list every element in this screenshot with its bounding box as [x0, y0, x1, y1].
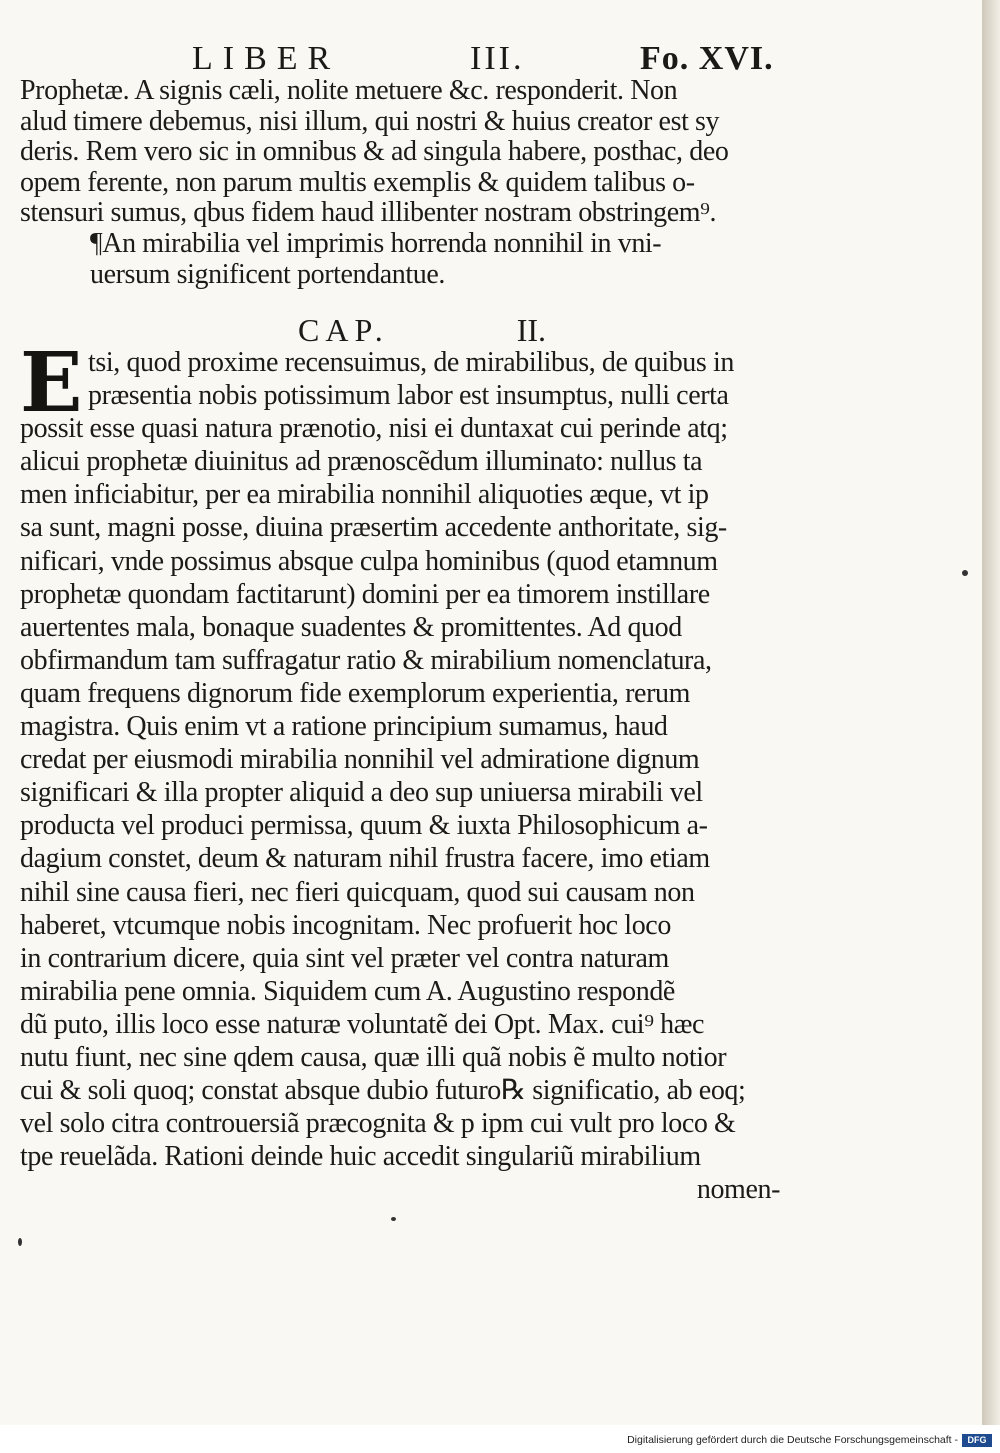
chapter-text-line: quam frequens dignorum fide exemplorum experientia, rerum: [20, 677, 690, 709]
running-head: [0, 40, 984, 80]
chapter-text-line: producta vel produci permissa, quum & iuxta Philosophicum a-: [20, 810, 708, 842]
page-edge-shadow: [982, 0, 1000, 1425]
chapter-text-line: nutu fiunt, nec sine qdem causa, quæ illi quã nobis ẽ multo notior: [20, 1041, 727, 1073]
heading-line: ¶An mirabilia vel imprimis horrenda nonnihil in vni-: [90, 227, 662, 259]
chapter-lines: [20, 335, 810, 1173]
text-line: Prophetæ. A signis cæli, nolite metuere &c. responderit. Non: [20, 75, 678, 106]
chapter-text-line: nihil sine causa fieri, nec fieri quicquam, quod sui causam non: [20, 876, 695, 908]
funding-notice: Digitalisierung gefördert durch die Deutsche Forschungsgemeinschaft -: [627, 1434, 958, 1446]
chapter-text-line: significari & illa propter aliquid a deo sup uniuersa mirabili vel: [20, 777, 703, 809]
chapter-text-line: vel solo citra controuersiã præcognita & p ipm cui vult pro loco &: [20, 1108, 736, 1140]
chapter-text-line: tpe reuelãda. Rationi deinde huic accedit singulariũ mirabilium: [20, 1141, 701, 1173]
footer-bar: [0, 1428, 1000, 1453]
catchword: nomen-: [696, 1174, 780, 1206]
chapter-text-line: sa sunt, magni posse, diuina præsertim accedente anthoritate, sig-: [20, 512, 727, 544]
text-line: stensuri sumus, qbus fidem haud illibenter nostram obstringem⁹.: [20, 197, 717, 229]
ink-speck: [18, 1238, 22, 1246]
chapter-text-line: magistra. Quis enim vt a ratione principium sumamus, haud: [20, 711, 668, 743]
text-line: opem ferente, non parum multis exemplis & quidem talibus o-: [20, 166, 695, 198]
heading-line: uersum significent portendantue.: [90, 258, 445, 290]
ink-speck: [391, 1217, 396, 1221]
chapter-text-line: haberet, vtcumque nobis incognitam. Nec profuerit hoc loco: [20, 909, 671, 941]
chapter-text-line: alicui prophetæ diuinitus ad prænoscẽdum illuminato: nullus ta: [20, 446, 703, 478]
chapter-text-line: men inficiabitur, per ea mirabilia nonnihil aliquoties æque, vt ip: [20, 479, 709, 511]
drop-cap-initial: E: [20, 335, 83, 431]
chapter-text-line: dagium constet, deum & naturam nihil frustra facere, imo etiam: [20, 843, 710, 875]
chapter-text-line: dũ puto, illis loco esse naturæ voluntatẽ dei Opt. Max. cui⁹ hæc: [20, 1008, 705, 1040]
ink-speck: [962, 570, 968, 576]
chapter-body: [20, 335, 810, 1206]
chapter-text-line: cui & soli quoq; constat absque dubio futuro℞ significatio, ab eoq;: [20, 1075, 746, 1107]
chapter-number: II.: [516, 312, 547, 348]
top-paragraph: [20, 76, 800, 290]
running-head-left: LIBER: [192, 40, 341, 77]
chapter-text-line: tsi, quod proxime recensuimus, de mirabilibus, de quibus in: [88, 347, 734, 378]
chapter-text-line: nificari, vnde possimus absque culpa hominibus (quod etamnum: [20, 545, 718, 577]
running-head-book-number: III.: [470, 40, 525, 77]
chapter-text-line: credat per eiusmodi mirabilia nonnihil vel admiratione dignum: [20, 744, 700, 776]
chapter-title: [298, 312, 546, 349]
chapter-text-line: auertentes mala, bonaque suadentes & promittentes. Ad quod: [20, 611, 682, 643]
text-line: deris. Rem vero sic in omnibus & ad singula habere, posthac, deo: [20, 136, 729, 168]
chapter-text-line: possit esse quasi natura prænotio, nisi ei duntaxat cui perinde atq;: [20, 413, 728, 445]
text-line: alud timere debemus, nisi illum, qui nostri & huius creator est sy: [20, 105, 720, 137]
running-head-folio: Fo. XVI.: [640, 40, 774, 77]
dfg-logo: DFG: [962, 1434, 992, 1447]
chapter-text-line: prophetæ quondam factitarunt) domini per ea timorem instillare: [20, 578, 710, 610]
chapter-text-line: in contrarium dicere, quia sint vel præter vel contra naturam: [20, 942, 669, 974]
chapter-text-line: mirabilia pene omnia. Siquidem cum A. Augustino respondẽ: [20, 975, 675, 1007]
chapter-text-line: præsentia nobis potissimum labor est insumptus, nulli certa: [88, 380, 729, 412]
chapter-label: CAP.: [298, 312, 389, 348]
chapter-text-line: obfirmandum tam suffragatur ratio & mirabilium nomenclatura,: [20, 644, 712, 676]
